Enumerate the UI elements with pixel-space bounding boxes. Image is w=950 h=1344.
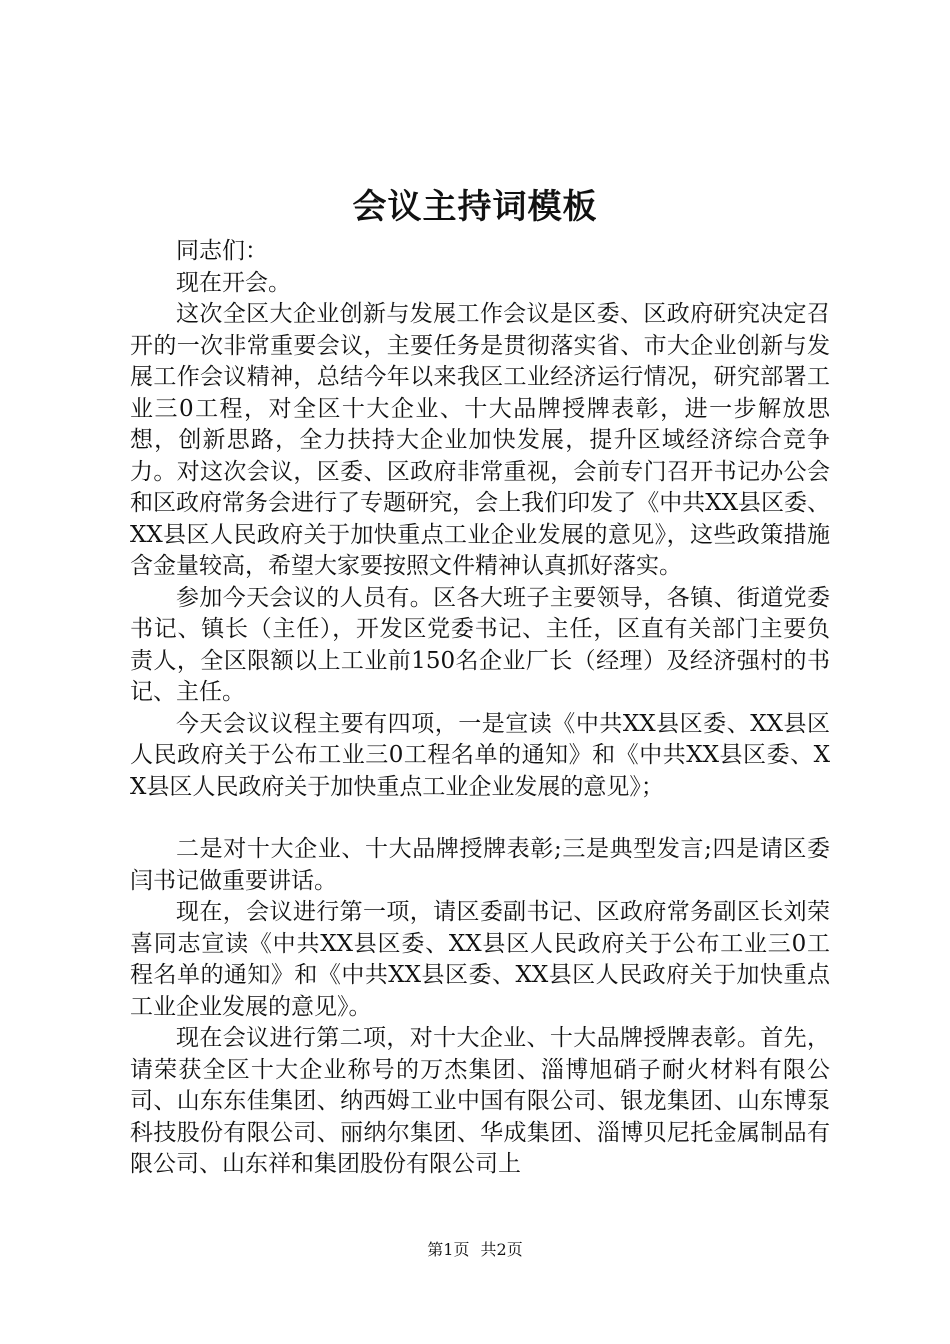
paragraph-salutation: 同志们： [176,238,268,264]
paragraph-item-two: 现在会议进行第二项，对十大企业、十大品牌授牌表彰。首先，请荣获全区十大企业称号的万杰集团、淄博旭硝子耐火材料有限公司、山东东佳集团、纳西姆工业中国有限公司、银龙集团、山东博泵科技股份有限公司、丽纳尔集团、华成集团、淄博贝尼托金属制品有限公司、山东祥和集团股份有限公司上 [130,1025,830,1177]
paragraph-agenda-continued: 二是对十大企业、十大品牌授牌表彰;三是典型发言;四是请区委闫书记做重要讲话。 [130,836,830,894]
page-total: 共2页 [480,1240,523,1259]
document-title: 会议主持词模板 [352,187,598,227]
document-body [130,236,830,1181]
paragraph-purpose: 这次全区大企业创新与发展工作会议是区委、区政府研究决定召开的一次非常重要会议，主要任务是贯彻落实省、市大企业创新与发展工作会议精神，总结今年以来我区工业经济运行情况，研究部署工业三0工程，对全区十大企业、十大品牌授牌表彰，进一步解放思想，创新思路，全力扶持大企业加快发展，提升区域经济综合竞争力。对这次会议，区委、区政府非常重视，会前专门召开书记办公会和区政府常务会进行了专题研究，会上我们印发了《中共XX县区委、XX县区人民政府关于加快重点工业企业发展的意见》，这些政策措施含金量较高，希望大家要按照文件精神认真抓好落实。 [130,301,830,579]
paragraph-item-one: 现在，会议进行第一项，请区委副书记、区政府常务副区长刘荣喜同志宣读《中共XX县区委、XX县区人民政府关于公布工业三0工程名单的通知》和《中共XX县区委、XX县区人民政府关于加快重点工业企业发展的意见》。 [130,899,830,1020]
paragraph-opening: 现在开会。 [176,269,291,296]
paragraph-attendees: 参加今天会议的人员有。区各大班子主要领导，各镇、街道党委书记、镇长（主任），开发区党委书记、主任，区直有关部门主要负责人，全区限额以上工业前150名企业厂长（经理）及经济强村的书记、主任。 [130,584,830,705]
page-number: 第1页 [427,1240,470,1259]
paragraph-agenda: 今天会议议程主要有四项，一是宣读《中共XX县区委、XX县区人民政府关于公布工业三0工程名单的通知》和《中共XX县区委、XX县区人民政府关于加快重点工业企业发展的意见》； [130,710,830,800]
page-footer [0,1239,950,1261]
